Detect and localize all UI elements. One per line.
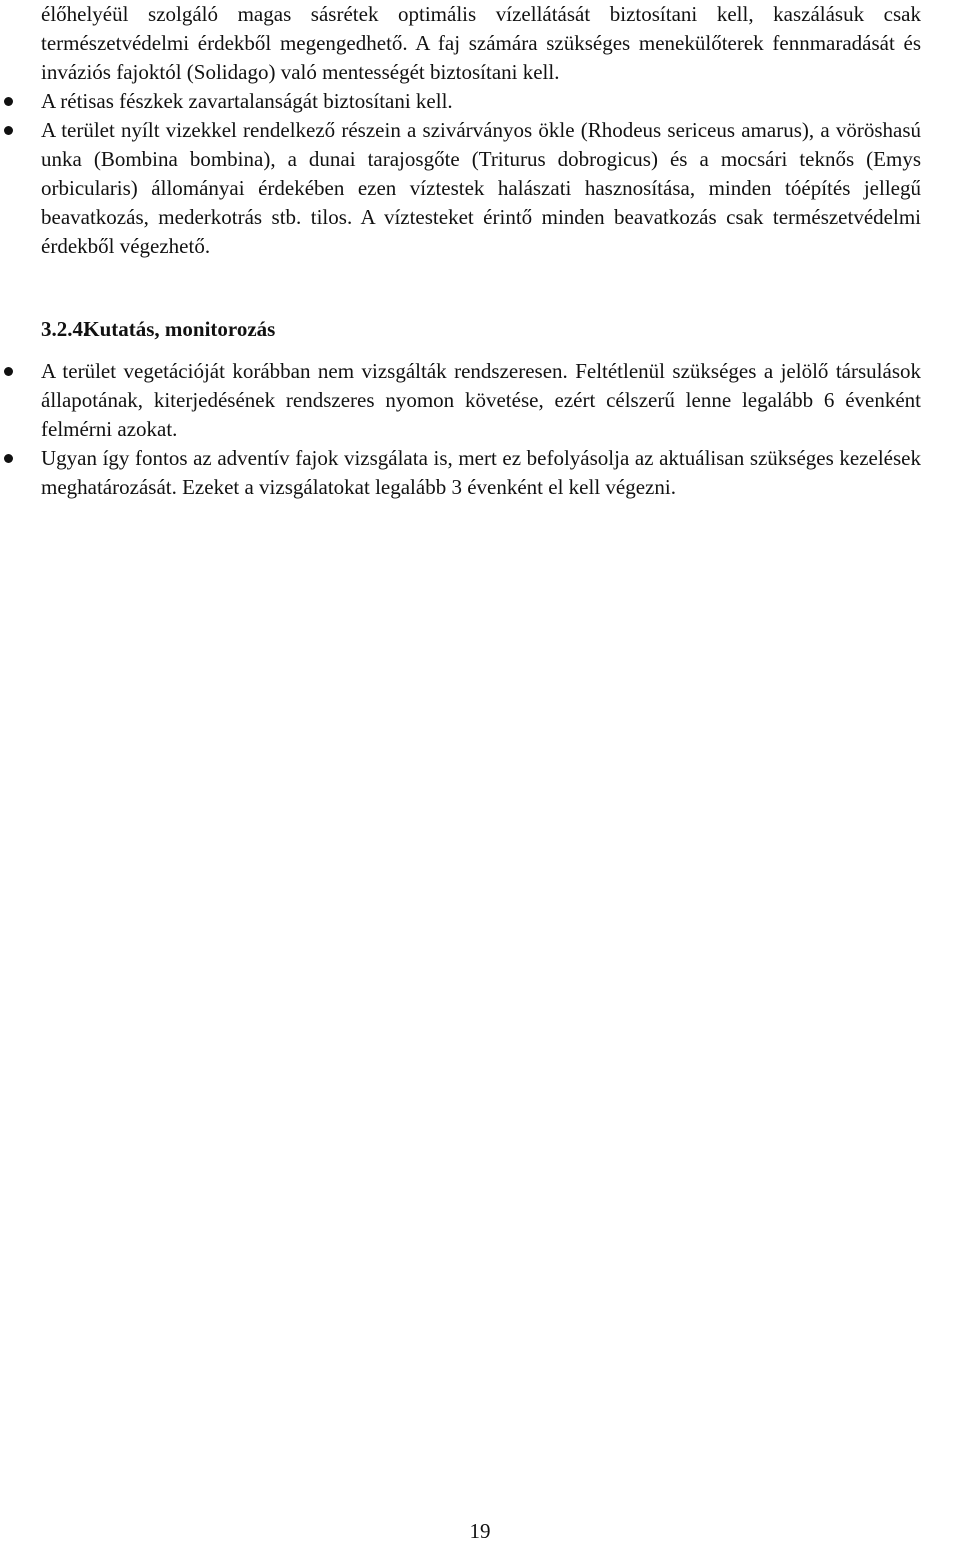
bullet-icon [4,126,13,135]
list-item [0,357,921,444]
bullet-icon [4,367,13,376]
list-item-text: A terület vegetációját korábban nem vizsgálták rendszeresen. Feltétlenül szükséges a jelölő társulások állapotának, kiterjedésének rendszeres nyomon követése, ezért célszerű lenne legalább 6 évenként felmérni azokat. [41,359,921,441]
section-heading [41,315,275,344]
section-number: 3.2.4. [41,317,89,341]
bullet-list-research [0,357,960,502]
list-item-text: Ugyan így fontos az adventív fajok vizsgálata is, mert ez befolyásolja az aktuálisan szükséges kezelések meghatározását. Ezeket a vizsgálatokat legalább 3 évenként el kell végezni. [41,446,921,499]
list-item-text: A terület nyílt vizekkel rendelkező részein a szivárványos ökle (Rhodeus sericeus amarus), a vöröshasú unka (Bombina bombina), a dunai tarajosgőte (Triturus dobrogicus) és a mocsári teknős (Emys orbicularis) állományai érdekében ezen víztestek halászati hasznosítása, minden tóépítés jellegű beavatkozás, mederkotrás stb. tilos. A víztesteket érintő minden beavatkozás csak természetvédelmi érdekből végezhető. [41,118,921,258]
page-number: 19 [469,1519,491,1543]
list-item [0,444,921,502]
bullet-icon [4,454,13,463]
bullet-icon [4,97,13,106]
section-title: Kutatás, monitorozás [83,317,276,341]
list-item [0,116,921,261]
continuation-paragraph: élőhelyéül szolgáló magas sásrétek optimális vízellátását biztosítani kell, kaszálásuk csak természetvédelmi érdekből megengedhető. A faj számára szükséges menekülőterek fennmaradását és inváziós fajoktól (Solidago) való mentességét biztosítani kell. [41,2,921,84]
list-item [0,87,921,116]
bullet-list-protection [0,87,960,261]
list-item-text: A rétisas fészkek zavartalanságát biztosítani kell. [41,89,453,113]
